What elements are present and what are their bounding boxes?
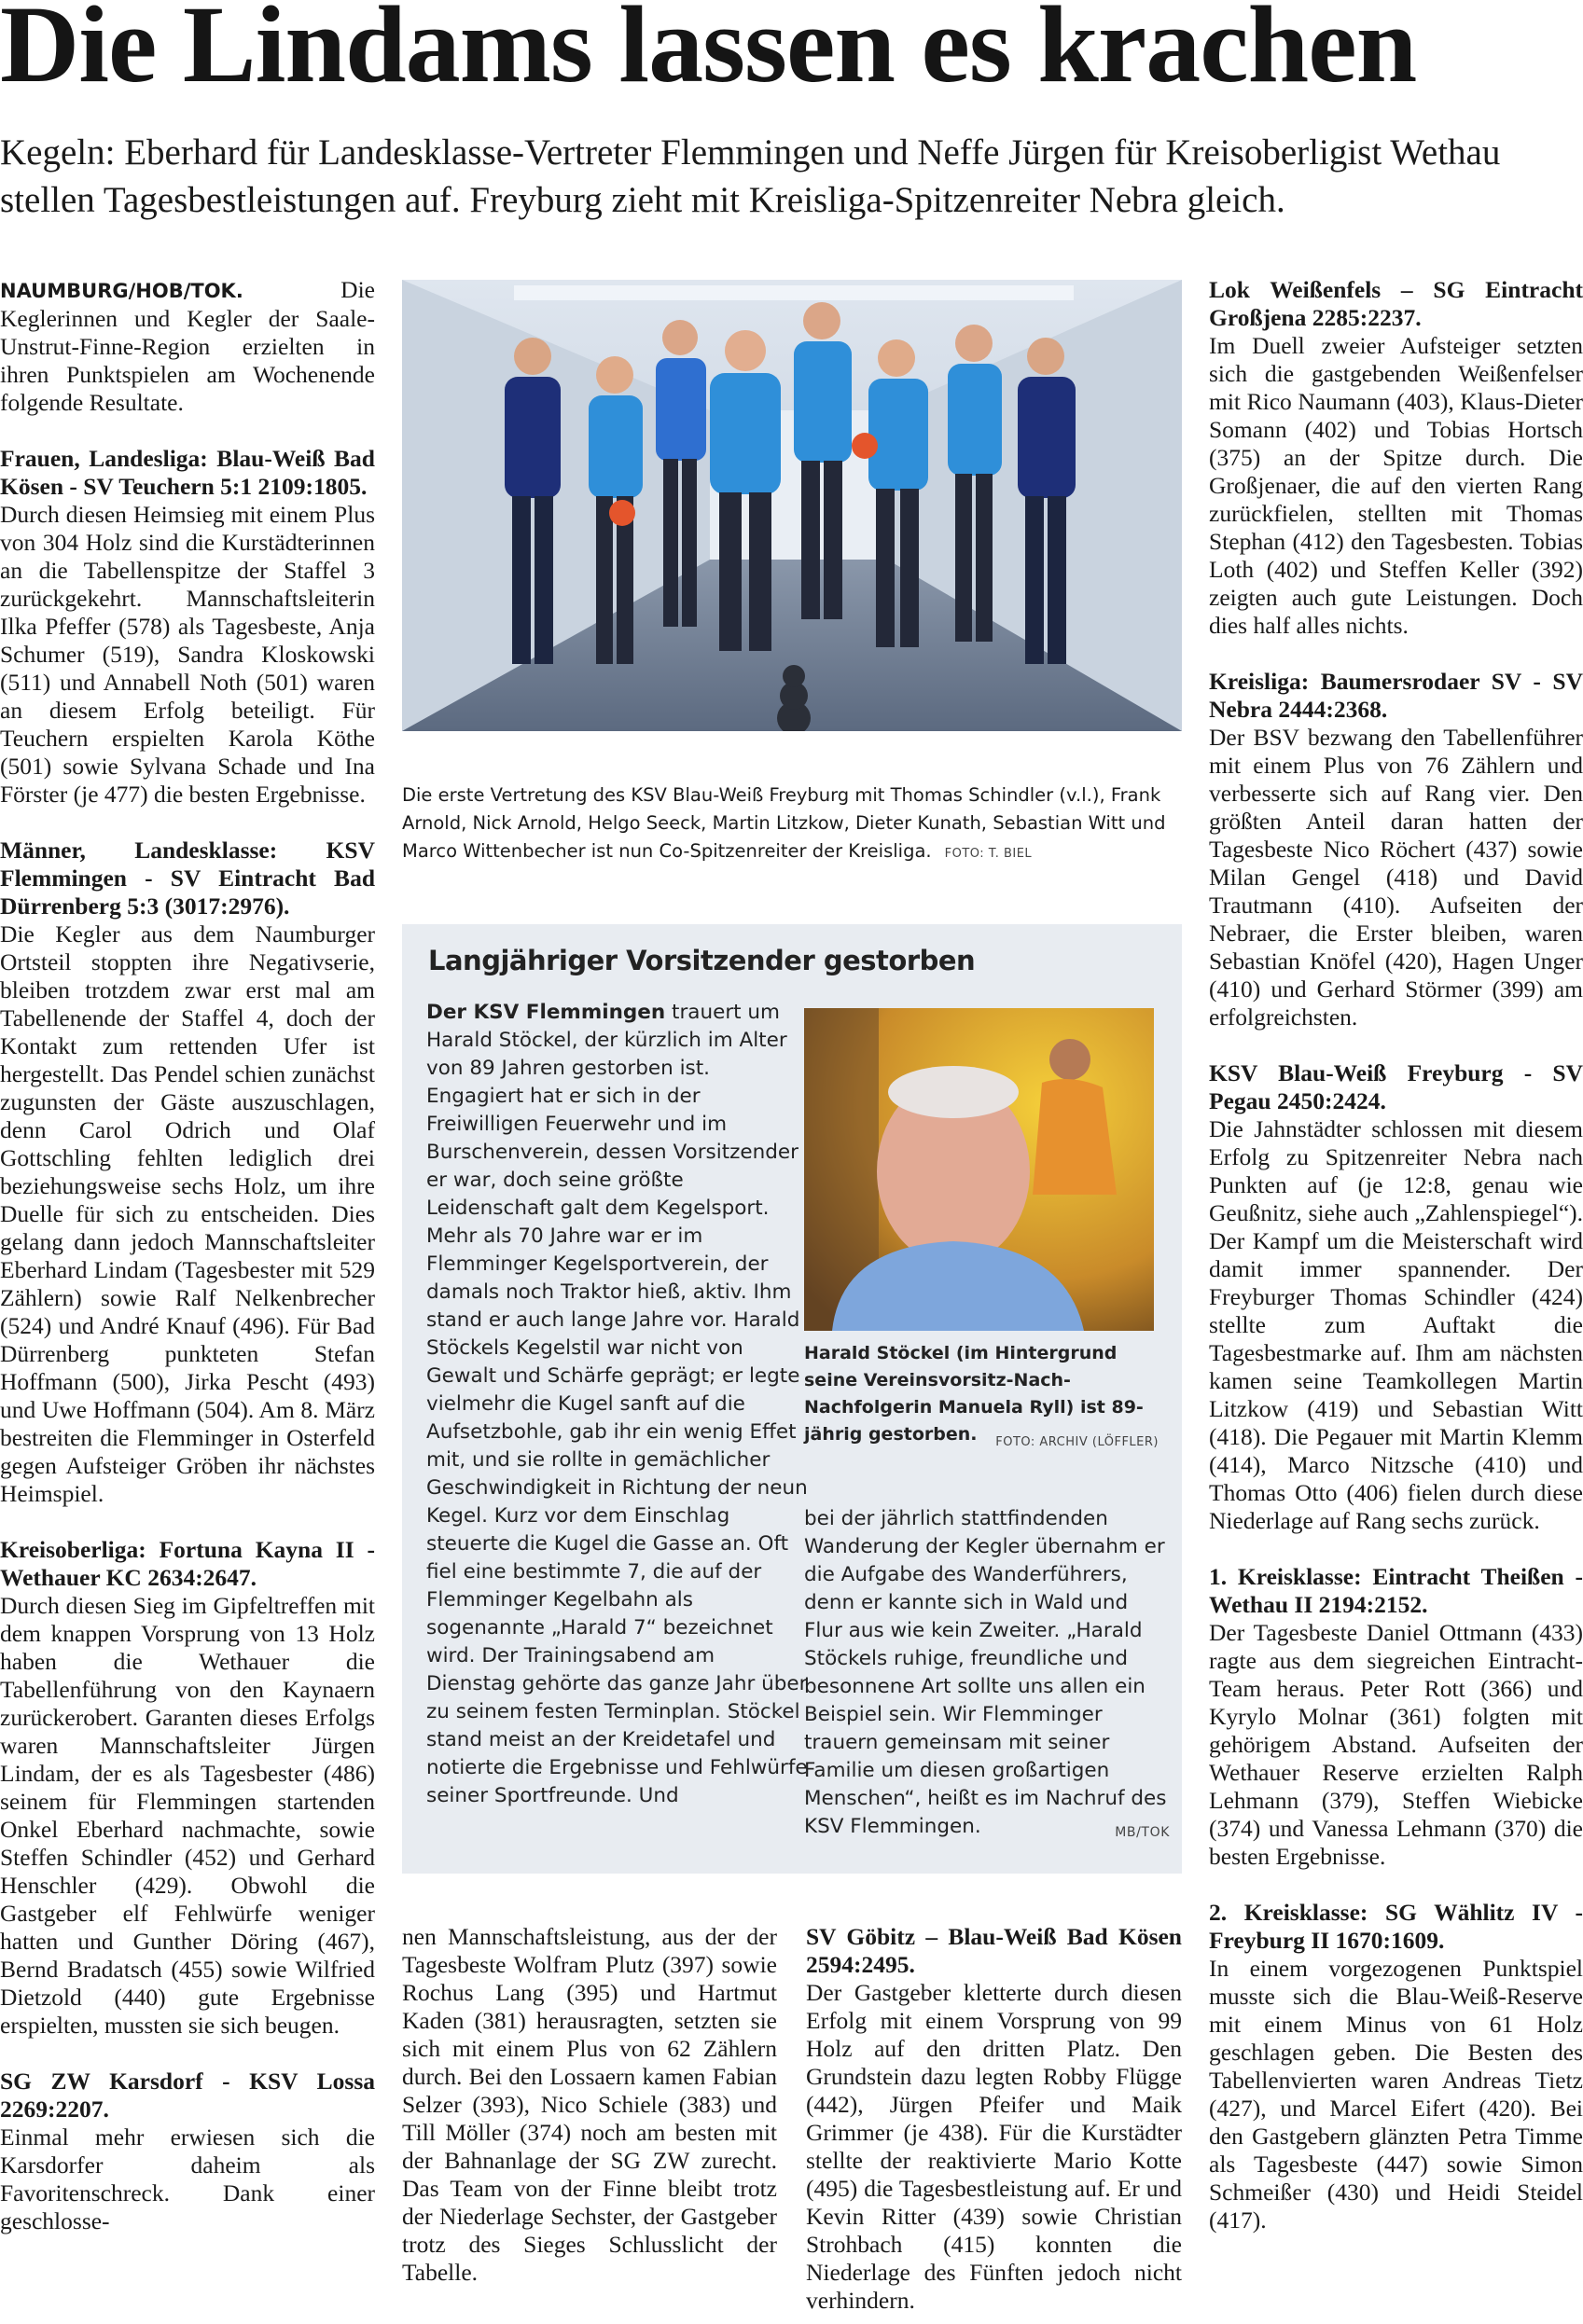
article-column-1	[0, 276, 375, 2235]
section-text: Der Tagesbeste Daniel Ottmann (433) ragte aus dem siegreichen Eintracht-Team heraus. Peter Rott (366) und Kyrylo Molnar (361) folgten mit gehörigem Abstand. Aufseiten der Wethauer Reserve erzielten Ralph Lehmann (379), Steffen Wiebicke (374) und Vanessa Lehmann (370) die besten Ergebnisse.	[1209, 1619, 1583, 1870]
intro-paragraph: NAUMBURG/HOB/TOK. Die Keglerinnen und Kegler der Saale-Unstrut-Finne-Region erzielten in ihren Punktspielen am Wochenende folgende Resultate.	[0, 276, 375, 416]
box-text-left: Der KSV Flemmingen trauert um Harald Stöckel, der kürzlich im Alter von 89 Jahren gestorben ist. Engagiert hat er sich in der Freiwilligen Feuerwehr und im Burschenverein, dessen Vorsitzender er war, doch seine größte Leidenschaft galt dem Kegelsport. Mehr als 70 Jahre war er im Flemminger Kegelsportverein, der damals noch Traktor hieß, aktiv. Ihm stand er auch lange Jahre vor. Harald Stöckels Kegelstil war nicht von Gewalt und Schärfe geprägt; er legte vielmehr die Kugel sanft auf die Aufsetzbohle, gab ihr ein wenig Effet mit, und sie rollte in gemächlicher Geschwindigkeit in Richtung der neun Kegel. Kurz vor dem Einschlag steuerte die Kugel die Gasse an. Oft fiel eine bestimmte 7, die auf der Flemminger Kegelbahn als sogenannte „Harald 7“ bezeichnet wird. Der Trainingsabend am Dienstag gehörte das ganze Jahr über zu seinem festen Terminplan. Stöckel stand meist an der Kreidetafel und notierte die Ergebnisse und Fehlwürfe seiner Sportfreunde. Und	[426, 1001, 808, 1807]
section-text: Der Gastgeber kletterte durch diesen Erfolg mit einem Vorsprung von 99 Holz auf den dritten Platz. Den Grundstein dazu legten Robby Flügge (442), Jürgen Pfeifer und Maik Grimmer (je 438). Für die Kurstädter stellte der reaktivierte Mario Kotte (495) die Tagesbestleistung auf. Er und Kevin Ritter (439) sowie Christian Strohbach (415) konnten die Niederlage des Fünften jedoch nicht verhindern.	[806, 1979, 1182, 2314]
dateline: NAUMBURG/HOB/TOK.	[0, 280, 243, 302]
section-text: Einmal mehr erwiesen sich die Karsdorfer daheim als Favoritenschreck. Dank einer geschlosse-	[0, 2123, 375, 2234]
section-text: Die Kegler aus dem Naumburger Ortsteil stoppten ihre Negativserie, bleiben trotzdem zwar erst mal am Tabellenende der Staffel 4, doch der Kontakt zum rettenden Ufer ist hergestellt. Das Pendel schien zunächst zugunsten der Gäste auszuschlagen, denn Carol Odrich und Olaf Gottschling fehlten lediglich drei beziehungsweise sechs Holz, um ihre Duelle für sich zu entscheiden. Dies gelang dann jedoch Mannschaftsleiter Eberhard Lindam (Tagesbester mit 529 Zählern) sowie Ralf Nelkenbrecher (524) und André Knauf (496). Für Bad Dürrenberg punkteten Stefan Hoffmann (500), Jirka Pescht (493) und Uwe Hoffmann (504). Am 8. März bestreiten die Flemminger in Osterfeld gegen Aufsteiger Gröben ihr nächstes Heimspiel.	[0, 920, 375, 1507]
section-heading: SG ZW Karsdorf - KSV Lossa 2269:2207.	[0, 2068, 375, 2123]
portrait-caption: Harald Stöckel (im Hintergrund seine Vereinsvorsitz-Nach-Nachfolgerin Manuela Ryll) ist 89-jährig gestorben. FOTO: ARCHIV (LÖFFLER)	[804, 1340, 1159, 1456]
article-column-3	[806, 1923, 1182, 2315]
section-heading: SV Göbitz – Blau-Weiß Bad Kösen 2594:2495.	[806, 1923, 1182, 1978]
article-column-2	[402, 1923, 777, 2287]
team-photo-caption: Die erste Vertretung des KSV Blau-Weiß Freyburg mit Thomas Schindler (v.l.), Frank Arnold, Nick Arnold, Helgo Seeck, Martin Litzkow, Dieter Kunath, Sebastian Witt und Marco Wittenbecher ist nun Co-Spitzenreiter der Kreisliga. FOTO: T. BIEL	[402, 784, 1166, 862]
author-sign: MB/TOK	[1115, 1825, 1170, 1840]
section-heading: Kreisliga: Baumersrodaer SV - SV Nebra 2444:2368.	[1209, 668, 1583, 723]
portrait-illustration	[804, 1008, 1154, 1331]
section-text: In einem vorgezogenen Punktspiel musste sich die Blau-Weiß-Reserve mit einem Minus von 61 Holz geschlagen geben. Die Besten des Tabellenvierten waren Andreas Tietz (427), und Marcel Eifert (420). Bei den Gastgebern glänzten Petra Timme als Tagesbeste (447) sowie Simon Schmeißer (430) und Heidi Steidel (417).	[1209, 1955, 1583, 2234]
section-heading: 2. Kreisklasse: SG Wählitz IV - Freyburg II 1670:1609.	[1209, 1899, 1583, 1954]
section-heading: Lok Weißenfels – SG Eintracht Großjena 2285:2237.	[1209, 276, 1583, 331]
subheadline: Kegeln: Eberhard für Landesklasse-Vertreter Flemmingen und Neffe Jürgen für Kreisoberligist Wethau stellen Tagesbestleistungen auf. Freyburg zieht mit Kreisliga-Spitzenreiter Nebra gleich.	[0, 132, 1501, 220]
box-title: Langjähriger Vorsitzender gestorben	[428, 945, 976, 976]
box-lead: Der KSV Flemmingen	[426, 1001, 666, 1024]
section-heading: 1. Kreisklasse: Eintracht Theißen - Wethau II 2194:2152.	[1209, 1563, 1583, 1618]
section-text: Durch diesen Heimsieg mit einem Plus von 304 Holz sind die Kurstädterinnen an die Tabellenspitze der Staffel 3 zurückgekehrt. Mannschaftsleiterin Ilka Pfeffer (578) als Tagesbeste, Anja Schumer (519), Sandra Kloskowski (511) und Annabell Noth (501) waren an diesem Erfolg beteiligt. Für Teuchern erspielten Karola Köthe (501) sowie Sylvana Schade und Ina Förster (je 477) die besten Ergebnisse.	[0, 501, 375, 808]
portrait-photo	[804, 1008, 1154, 1331]
section-text: Der BSV bezwang den Tabellenführer mit einem Plus von 76 Zählern und verbesserte sich auf Rang vier. Den größten Anteil daran hatten der Tagesbeste Nico Röchert (437) sowie Milan Gengel (418) und David Trautmann (410). Aufseiten der Nebraer, die Erster bleiben, waren Sebastian Knöfel (420), Hagen Unger (410) und Gerhard Störmer (399) am erfolgreichsten.	[1209, 724, 1583, 1031]
team-photo	[402, 280, 1182, 731]
section-text: Im Duell zweier Aufsteiger setzten sich die gastgebenden Weißenfelser mit Rico Naumann (403), Klaus-Dieter Somann (402) und Tobias Hortsch (375) an der Spitze durch. Die Großjenaer, die auf den vierten Rang zurückfielen, stellten mit Thomas Stephan (412) den Tagesbesten. Tobias Loth (402) und Steffen Keller (392) zeigten auch gute Leistungen. Doch dies half alles nichts.	[1209, 332, 1583, 639]
section-text: nen Mannschaftsleistung, aus der der Tagesbeste Wolfram Plutz (397) sowie Rochus Lang (395) und Hartmut Kaden (381) herausragten, setzten sie sich mit einem Plus von 62 Zählern durch. Bei den Lossaern kamen Fabian Selzer (393), Nico Schiele (383) und Till Möller (374) noch am besten mit der Bahnanlage der SG ZW zurecht. Das Team von der Finne bleibt trotz der Niederlage Sechster, der Gastgeber trotz des Sieges Schlusslicht der Tabelle.	[402, 1923, 777, 2286]
box-text-right: bei der jährlich stattfindenden Wanderung der Kegler übernahm er die Aufgabe des Wanderführers, denn er kannte sich in Wald und Flur aus wie kein Zweiter. „Harald Stöckels ruhige, freundliche und besonnene Art sollte uns allen ein Beispiel sein. Wir Flemminger trauern gemeinsam mit seiner Familie um diesen großartigen Menschen“, heißt es im Nachruf des KSV Flemmingen. MB/TOK	[804, 1505, 1170, 1847]
section-text: Durch diesen Sieg im Gipfeltreffen mit dem knappen Vorsprung von 13 Holz haben die Wethauer die Tabellenführung von den Kaynaern zurückerobert. Garanten dieses Erfolgs waren Mannschaftsleiter Jürgen Lindam, der es als Tagesbester (486) seinem für Flemmingen startenden Onkel Eberhard nachmachte, sowie Steffen Schindler (452) und Gerhard Henschler (429). Obwohl die Gastgeber elf Fehlwürfe weniger hatten und Gunther Döring (467), Bernd Bradatsch (455) sowie Wilfried Dietzold (440) gute Ergebnisse erspielten, mussten sie sich beugen.	[0, 1592, 375, 2039]
article-column-4	[1209, 276, 1583, 2234]
obituary-box	[402, 924, 1182, 1874]
section-heading: KSV Blau-Weiß Freyburg - SV Pegau 2450:2424.	[1209, 1059, 1583, 1114]
photo-credit: FOTO: T. BIEL	[944, 847, 1033, 861]
section-text: Die Jahnstädter schlossen mit diesem Erfolg zu Spitzenreiter Nebra nach Punkten auf (je 12:8, genau wie Geußnitz, siehe auch „Zahlenspiegel“). Der Kampf um die Meisterschaft wird damit immer spannender. Der Freyburger Thomas Schindler (424) stellte zum Auftakt die Tagesbestmarke auf. Ihm am nächsten kamen seine Teamkollegen Martin Litzkow (419) und Sebastian Witt (418). Die Pegauer mit Martin Klemm (414), Marco Nitzsche (410) und Thomas Otto (406) fielen durch diese Niederlage auf Rang sechs zurück.	[1209, 1115, 1583, 1534]
headline: Die Lindams lassen es krachen	[0, 0, 1417, 105]
section-heading: Kreisoberliga: Fortuna Kayna II - Wethauer KC 2634:2647.	[0, 1536, 375, 1591]
team-photo-illustration	[402, 280, 1182, 731]
portrait-credit: FOTO: ARCHIV (LÖFFLER)	[995, 1435, 1159, 1449]
section-heading: Frauen, Landesliga: Blau-Weiß Bad Kösen - SV Teuchern 5:1 2109:1805.	[0, 445, 375, 500]
section-heading: Männer, Landesklasse: KSV Flemmingen - SV Eintracht Bad Dürrenberg 5:3 (3017:2976).	[0, 837, 375, 920]
